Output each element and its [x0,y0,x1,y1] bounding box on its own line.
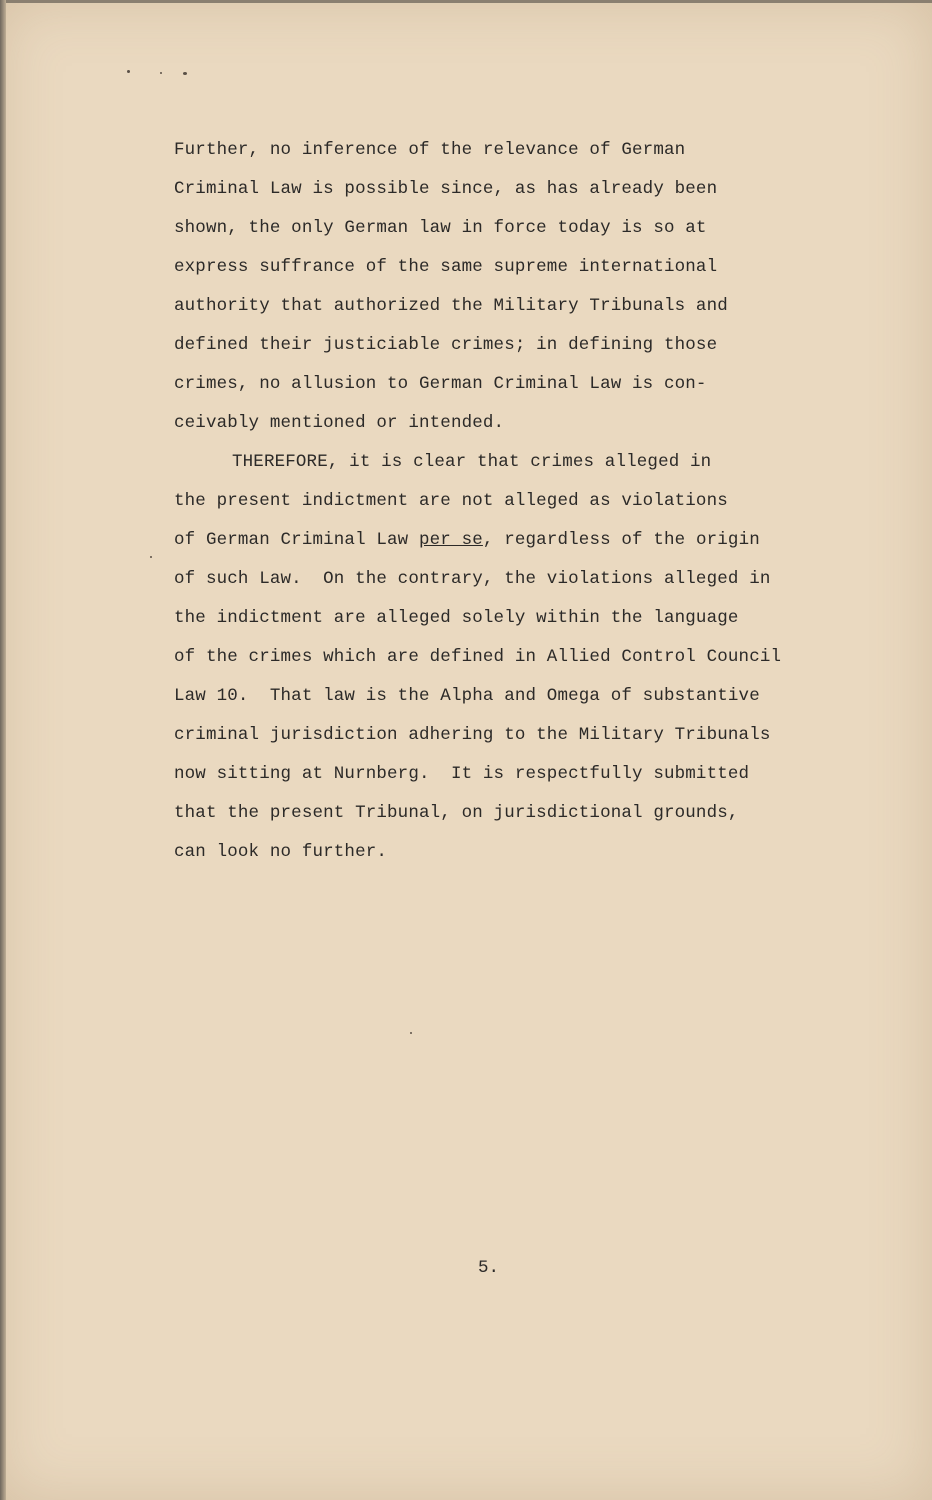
text-line: ceivably mentioned or intended. [174,413,505,433]
paper-speck [410,1032,412,1034]
paper-speck [127,70,130,73]
text-line: Law 10. That law is the Alpha and Omega of substantive [174,686,760,706]
text-line: express suffrance of the same supreme international [174,257,718,277]
page-left-edge [0,0,6,1500]
page-number: 5. [478,1258,500,1278]
text-segment: , regardless of the origin [482,530,760,550]
page-top-edge [0,0,932,3]
text-line: criminal jurisdiction adhering to the Military Tribunals [174,725,771,745]
text-line: Further, no inference of the relevance of German [174,140,686,160]
text-line: of the crimes which are defined in Allied Control Council [174,647,782,667]
text-line: THEREFORE, it is clear that crimes alleged in [232,452,712,472]
paper-speck [150,556,152,558]
text-line: that the present Tribunal, on jurisdictional grounds, [174,803,739,823]
text-line: shown, the only German law in force today is so at [174,218,707,238]
text-line: Criminal Law is possible since, as has already been [174,179,718,199]
paper-speck [160,72,162,74]
text-line: defined their justiciable crimes; in defining those [174,335,718,355]
text-line: now sitting at Nurnberg. It is respectfully submitted [174,764,750,784]
underlined-phrase: per se [419,530,483,550]
body-text [174,131,874,872]
text-line: authority that authorized the Military Tribunals and [174,296,728,316]
text-segment: of German Criminal Law [174,530,419,550]
text-line: can look no further. [174,842,388,862]
text-line: of such Law. On the contrary, the violations alleged in [174,569,771,589]
text-line-with-emphasis [174,521,874,560]
text-line: the present indictment are not alleged as violations [174,491,728,511]
paper-speck [183,72,187,75]
text-line: the indictment are alleged solely within the language [174,608,739,628]
text-line: crimes, no allusion to German Criminal Law is con- [174,374,707,394]
